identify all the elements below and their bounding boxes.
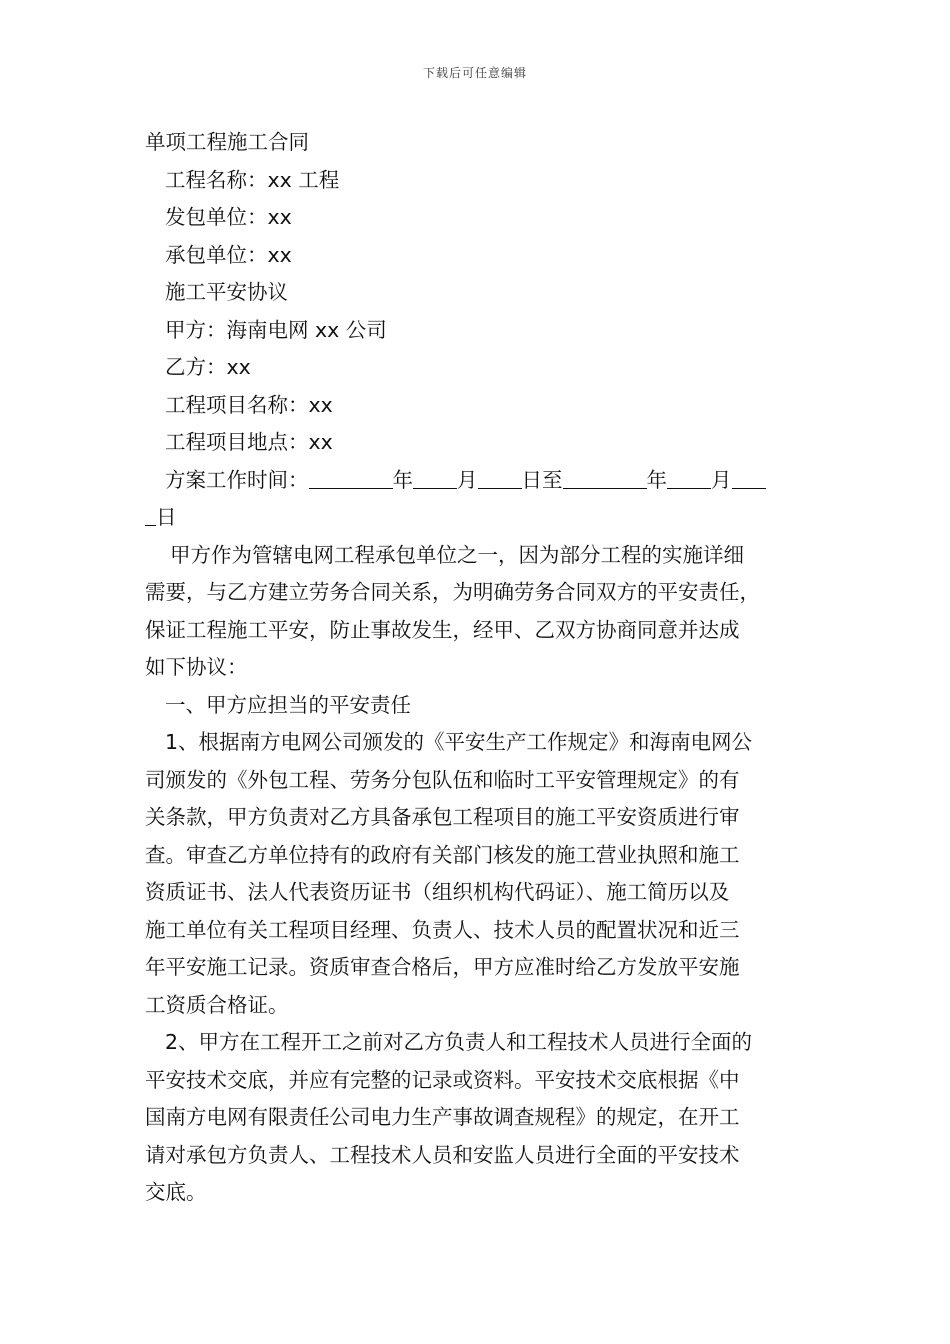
blank-start-day[interactable] xyxy=(478,466,522,489)
schedule-day-end: 日 xyxy=(156,505,177,529)
field-schedule xyxy=(145,462,810,500)
intro-line-2: 需要，与乙方建立劳务合同关系，为明确劳务合同双方的平安责任， xyxy=(145,580,760,604)
intro-line-4: 如下协议： xyxy=(145,655,248,679)
document-body xyxy=(145,124,810,1212)
schedule-label: 方案工作时间： xyxy=(165,467,309,492)
field-item-location: 工程项目地点：xx xyxy=(165,430,333,454)
field-employer: 发包单位：xx xyxy=(165,205,292,229)
field-item-name: 工程项目名称：xx xyxy=(165,392,333,417)
blank-end-month[interactable] xyxy=(667,466,711,489)
page-header-note: 下载后可任意编辑 xyxy=(422,66,527,80)
intro-line-3: 保证工程施工平安，防止事故发生，经甲、乙双方协商同意并达成 xyxy=(145,617,740,642)
blank-start-year[interactable] xyxy=(309,466,393,489)
blank-end-day-b[interactable] xyxy=(145,503,156,526)
clause-2-line-5: 交底。 xyxy=(145,1180,207,1204)
schedule-day-to: 日至 xyxy=(521,467,563,492)
section-heading-1: 一、甲方应担当的平安责任 xyxy=(165,692,411,717)
blank-end-day-a[interactable] xyxy=(732,466,766,489)
field-contractor: 承包单位：xx xyxy=(165,242,292,267)
section-safety-agreement: 施工平安协议 xyxy=(165,280,288,304)
clause-1-line-5: 资质证书、法人代表资历证书（组织机构代码证）、施工简历以及 xyxy=(145,880,730,904)
clause-1-line-4: 查。审查乙方单位持有的政府有关部门核发的施工营业执照和施工 xyxy=(145,842,740,867)
schedule-year1: 年 xyxy=(392,467,413,492)
clause-2-line-1: 2、甲方在工程开工之前对乙方负责人和工程技术人员进行全面的 xyxy=(165,1030,753,1054)
field-project-name: 工程名称：xx 工程 xyxy=(165,167,340,192)
schedule-month2: 月 xyxy=(711,467,732,492)
clause-1-line-3: 关条款，甲方负责对乙方具备承包工程项目的施工平安资质进行审 xyxy=(145,805,740,829)
blank-start-month[interactable] xyxy=(413,466,457,489)
field-schedule-cont xyxy=(145,499,810,537)
clause-1-line-1: 1、根据南方电网公司颁发的《平安生产工作规定》和海南电网公 xyxy=(165,730,753,754)
schedule-year2: 年 xyxy=(646,467,667,492)
clause-1-line-8: 工资质合格证。 xyxy=(145,992,289,1017)
blank-end-year[interactable] xyxy=(563,466,647,489)
field-party-a: 甲方：海南电网 xx 公司 xyxy=(165,317,387,342)
intro-line-1: 甲方作为管辖电网工程承包单位之一，因为部分工程的实施详细 xyxy=(170,542,744,567)
clause-1-line-7: 年平安施工记录。资质审查合格后，甲方应准时给乙方发放平安施 xyxy=(145,955,740,979)
schedule-month1: 月 xyxy=(457,467,478,492)
clause-2-line-4: 请对承包方负责人、工程技术人员和安监人员进行全面的平安技术 xyxy=(145,1142,740,1167)
clause-2-line-2: 平安技术交底，并应有完整的记录或资料。平安技术交底根据《中 xyxy=(145,1067,740,1092)
document-title: 单项工程施工合同 xyxy=(145,130,309,154)
clause-2-line-3: 国南方电网有限责任公司电力生产事故调查规程》的规定，在开工 xyxy=(145,1105,740,1129)
field-party-b: 乙方：xx xyxy=(165,355,251,379)
clause-1-line-6: 施工单位有关工程项目经理、负责人、技术人员的配置状况和近三 xyxy=(145,917,740,942)
clause-1-line-2: 司颁发的《外包工程、劳务分包队伍和临时工平安管理规定》的有 xyxy=(145,767,740,792)
